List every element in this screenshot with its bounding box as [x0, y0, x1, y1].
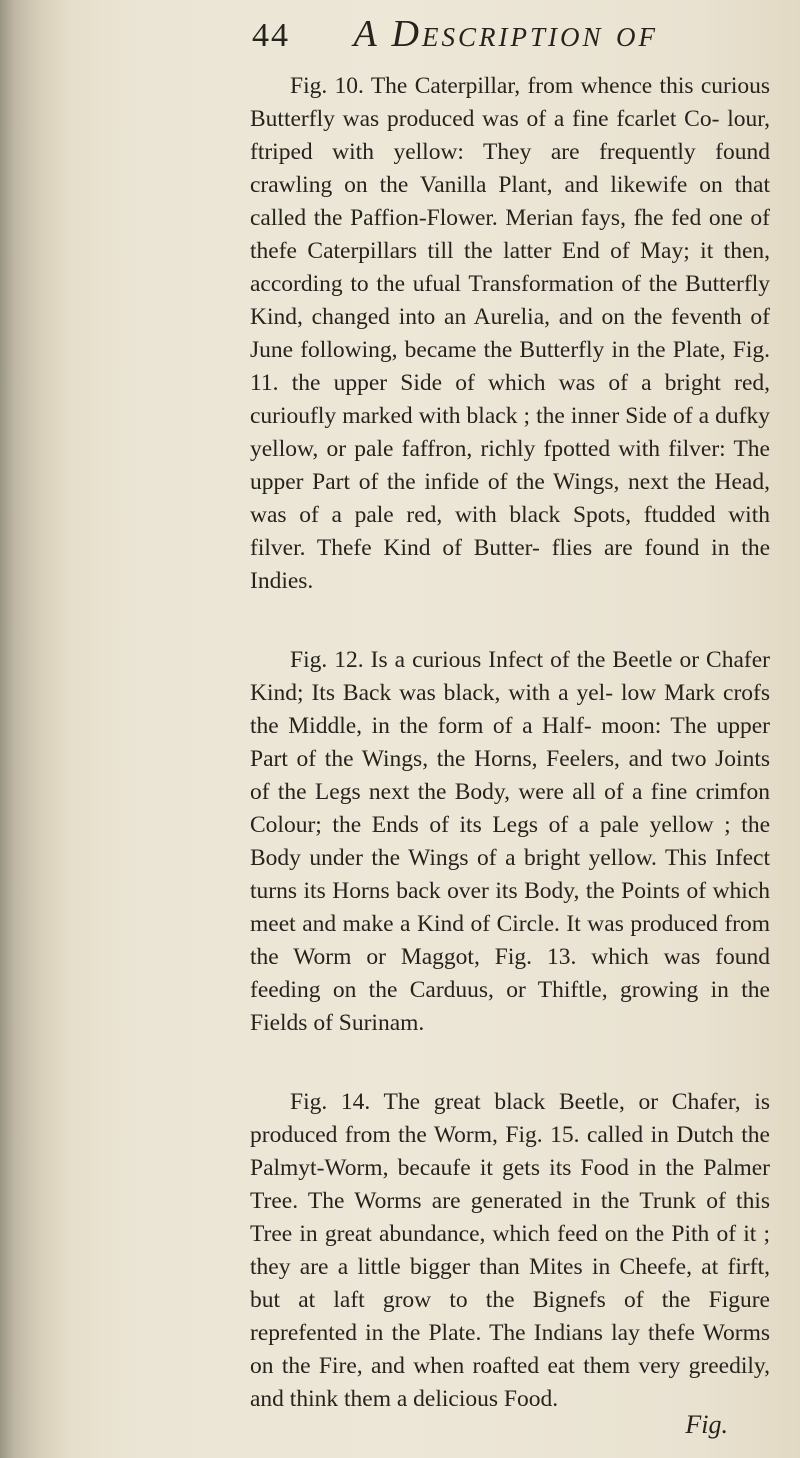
- body-text: [250, 70, 770, 1416]
- paragraph-fig-10: Fig. 10. The Caterpillar, from whence this curious Butterfly was produced was of a fine fcarlet Co- lour, ftriped with yellow: They are frequently found crawling on the Vanilla Plant, and likewife on that called the Paffion-Flower. Merian fays, fhe fed one of thefe Caterpillars till the latter End of May; it then, according to the ufual Transformation of the Butterfly Kind, changed into an Aurelia, and on the feventh of June following, became the Butterfly in the Plate, Fig. 11. the upper Side of which was of a bright red, curioufly marked with black ; the inner Side of a dufky yellow, or pale faffron, richly fpotted with filver: The upper Part of the infide of the Wings, next the Head, was of a pale red, with black Spots, ftudded with filver. Thefe Kind of Butter- flies are found in the Indies.: [250, 73, 770, 594]
- page-header: [252, 12, 772, 68]
- binding-gutter: [0, 0, 70, 1458]
- catchword: Fig.: [685, 1410, 728, 1439]
- running-title: A Description of: [353, 13, 658, 55]
- paragraph-fig-14: Fig. 14. The great black Beetle, or Chafer, is produced from the Worm, Fig. 15. called in Dutch the Palmyt-Worm, becaufe it gets its Food in the Palmer Tree. The Worms are generated in the Trunk of this Tree in great abundance, which feed on the Pith of it ; they are a little bigger than Mites in Cheefe, at firft, but at laft grow to the Bignefs of the Figure reprefented in the Plate. The Indians lay thefe Worms on the Fire, and when roafted eat them very greedily, and think them a delicious Food.: [250, 1089, 770, 1412]
- paragraph-fig-12: Fig. 12. Is a curious Infect of the Beetle or Chafer Kind; Its Back was black, with a yel- low Mark crofs the Middle, in the form of a Half- moon: The upper Part of the Wings, the Horns, Feelers, and two Joints of the Legs next the Body, were all of a fine crimfon Colour; the Ends of its Legs of a pale yellow ; the Body under the Wings of a bright yellow. This Infect turns its Horns back over its Body, the Points of which meet and make a Kind of Circle. It was produced from the Worm or Maggot, Fig. 13. which was found feeding on the Carduus, or Thiftle, growing in the Fields of Surinam.: [250, 647, 770, 1036]
- page-number: 44: [252, 17, 290, 54]
